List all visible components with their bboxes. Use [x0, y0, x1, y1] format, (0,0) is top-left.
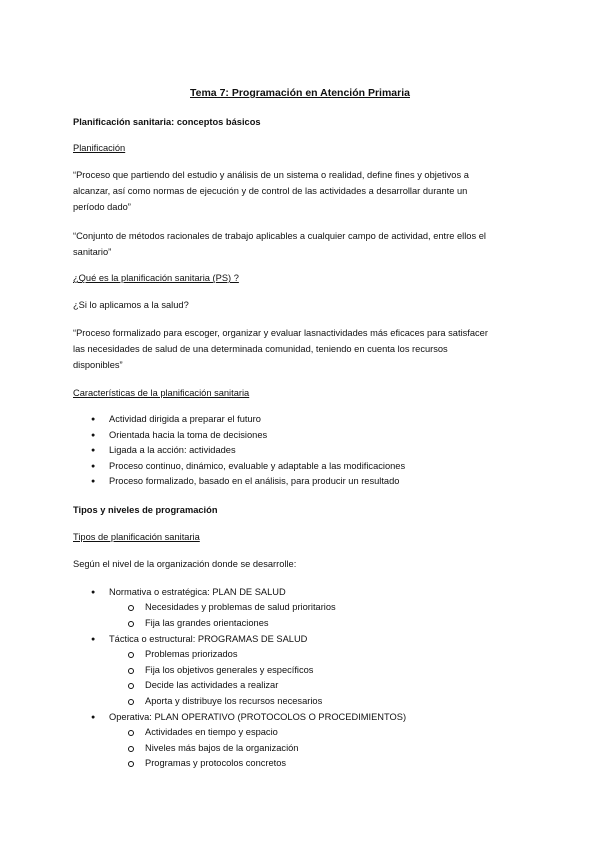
list-item: Táctica o estructural: PROGRAMAS DE SALUD: [109, 634, 308, 644]
quote2-line: sanitario”: [73, 247, 112, 257]
quote1-line: período dado”: [73, 202, 131, 212]
subheading-tipos: Tipos de planificación sanitaria: [73, 532, 200, 542]
circle-bullet-icon: [128, 683, 134, 689]
sublist-item: Programas y protocolos concretos: [145, 758, 287, 768]
circle-bullet-icon: [128, 761, 134, 767]
circle-bullet-icon: [128, 746, 134, 752]
sublist-item: Fija los objetivos generales y específicos: [145, 665, 314, 675]
quote2-line: “Conjunto de métodos racionales de trabajo aplicables a cualquier campo de actividad, entre ellos el: [73, 231, 486, 241]
quote3-line: disponibles”: [73, 360, 123, 370]
list-item: Proceso continuo, dinámico, evaluable y adaptable a las modificaciones: [109, 461, 406, 471]
bullet-icon: ●: [91, 589, 96, 596]
sublist-item: Niveles más bajos de la organización: [145, 743, 299, 753]
page-title: Tema 7: Programación en Atención Primaria: [190, 87, 410, 99]
sublist-item: Decide las actividades a realizar: [145, 680, 279, 690]
circle-bullet-icon: [128, 605, 134, 611]
circle-bullet-icon: [128, 621, 134, 627]
ps-question: ¿Si lo aplicamos a la salud?: [73, 300, 189, 310]
list-item: Normativa o estratégica: PLAN DE SALUD: [109, 587, 286, 597]
list-item: Ligada a la acción: actividades: [109, 445, 236, 455]
bullet-icon: ●: [91, 714, 96, 721]
quote3-line: las necesidades de salud de una determinada comunidad, teniendo en cuenta los recursos: [73, 344, 448, 354]
bullet-icon: ●: [91, 416, 96, 423]
sublist-item: Fija las grandes orientaciones: [145, 618, 269, 628]
subheading-planificacion: Planificación: [73, 143, 126, 153]
list-item: Operativa: PLAN OPERATIVO (PROTOCOLOS O PROCEDIMIENTOS): [109, 712, 407, 722]
quote1-line: alcanzar, así como normas de ejecución y de control de las actividades a desarrollar durante un: [73, 186, 468, 196]
subheading-ps: ¿Qué es la planificación sanitaria (PS) ?: [73, 273, 239, 283]
subheading-caracteristicas: Características de la planificación sanitaria: [73, 388, 250, 398]
list-item: Actividad dirigida a preparar el futuro: [109, 414, 261, 424]
sublist-item: Necesidades y problemas de salud prioritarios: [145, 602, 336, 612]
bullet-icon: ●: [91, 636, 96, 643]
circle-bullet-icon: [128, 699, 134, 705]
circle-bullet-icon: [128, 730, 134, 736]
section-heading-planificacion: Planificación sanitaria: conceptos básicos: [73, 117, 261, 127]
bullet-icon: ●: [91, 478, 96, 485]
circle-bullet-icon: [128, 668, 134, 674]
circle-bullet-icon: [128, 652, 134, 658]
list-item: Proceso formalizado, basado en el análisis, para producir un resultado: [109, 476, 400, 486]
list-item: Orientada hacia la toma de decisiones: [109, 430, 268, 440]
sublist-item: Aporta y distribuye los recursos necesarios: [145, 696, 323, 706]
quote3-line: “Proceso formalizado para escoger, organizar y evaluar lasnactividades más eficaces para satisfacer: [73, 328, 488, 338]
bullet-icon: ●: [91, 447, 96, 454]
sublist-item: Actividades en tiempo y espacio: [145, 727, 278, 737]
tipos-intro: Según el nivel de la organización donde se desarrolle:: [73, 559, 297, 569]
sublist-item: Problemas priorizados: [145, 649, 238, 659]
section-heading-tipos: Tipos y niveles de programación: [73, 505, 218, 515]
bullet-icon: ●: [91, 463, 96, 470]
quote1-line: “Proceso que partiendo del estudio y análisis de un sistema o realidad, define fines y objetivos a: [73, 170, 469, 180]
bullet-icon: ●: [91, 432, 96, 439]
